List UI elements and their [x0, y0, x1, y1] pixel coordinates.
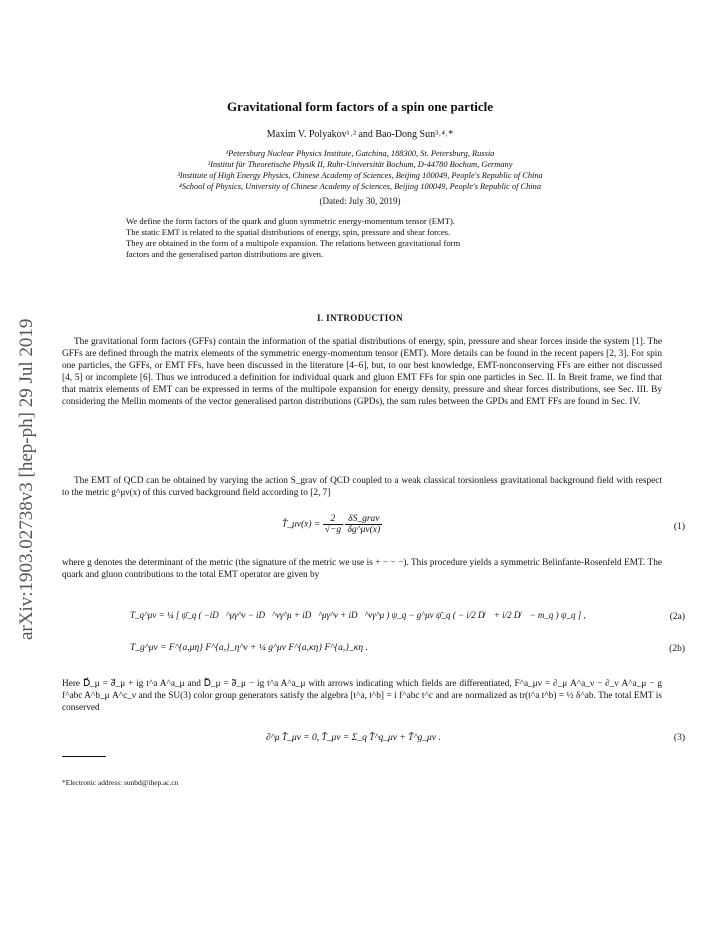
affiliation-3: ³Institute of High Energy Physics, Chinese Academy of Sciences, Beijing 100049, People's Republic of China	[177, 171, 543, 180]
equation-1-numerator-right: δS_grav	[345, 514, 382, 525]
arxiv-margin-stamp	[2, 225, 42, 645]
equation-1-label: (1)	[673, 522, 685, 532]
equation-1-fraction-left	[323, 514, 343, 535]
equation-2b: T_g^μν = F^{a,μη} F^{a,}_η^ν + ¼ g^μν F^{a,κη} F^{a,}_κη .	[130, 643, 368, 653]
equation-1-numerator-left: 2	[323, 514, 343, 525]
paragraph-intro-1: The gravitational form factors (GFFs) contain the information of the spatial distributions of energy, spin, pressure and shear forces inside the system [1]. The GFFs are defined through the matrix elements of the symmetric energy-momentum tensor (EMT). More details can be found in the recent papers [2, 3]. For spin one particles, the GFFs, or EMT FFs, have been discussed in the literature [4–6], but, to our best knowledge, EMT-nonconserving FFs are either not discussed [4, 5] or incomplete [6]. Thus we introduced a definition for individual quark and gluon EMT FFs for spin one particles in Sec. II. In Breit frame, we find that that matrix elements of EMT can be expressed in terms of the multipole expansion for energy density, pressure and shear forces distributions, see Sec. III. By considering the Mellin moments of the vector generalised parton distributions (GPDs), the sum rules between the GPDs and EMT FFs are found in Sec. IV.	[62, 337, 662, 407]
equation-1	[282, 514, 382, 535]
section-heading-introduction: I. INTRODUCTION	[316, 313, 403, 323]
abstract-line: We define the form factors of the quark and gluon symmetric energy-momentum tensor (EMT).	[126, 216, 455, 226]
author-list: Maxim V. Polyakov¹˒² and Bao-Dong Sun³˒⁴˒*	[266, 129, 454, 140]
arxiv-stamp-text: arXiv:1903.02738v3 [hep-ph] 29 Jul 2019	[16, 318, 37, 640]
affiliation-1: ¹Petersburg Nuclear Physics Institute, Gatchina, 188300, St. Petersburg, Russia	[225, 149, 495, 158]
equation-3: ∂^μ T̂_μν = 0, T̂_μν = Σ_q T̂^q_μν + T̂^g_μν .	[266, 733, 441, 743]
affiliation-2: ²Institut für Theoretische Physik II, Ruhr-Universität Bochum, D-44780 Bochum, Germany	[207, 160, 513, 169]
abstract-line: The static EMT is related to the spatial distributions of energy, spin, pressure and shear forces.	[126, 227, 451, 237]
paper-title: Gravitational form factors of a spin one particle	[226, 99, 494, 114]
equation-2a-label: (2a)	[669, 612, 685, 622]
footnote-rule	[62, 756, 106, 757]
paragraph-intro-3: where g denotes the determinant of the metric (the signature of the metric we use is + − − −). This procedure yields a symmetric Belinfante-Rosenfeld EMT. The quark and gluon contributions to the total EMT operator are given by	[62, 558, 662, 580]
equation-2a: T_q^μν = ¼ [ ψ̄_q ( −iD⃖^μγ^ν − iD⃖^νγ^μ + iD⃗^μγ^ν + iD⃗^νγ^μ ) ψ_q − g^μν ψ̄_q ( − i/2 D̸⃖ + i/2 D̸⃗ − m_q ) ψ_q ] ,	[130, 610, 586, 620]
date-line: (Dated: July 30, 2019)	[319, 196, 401, 206]
abstract	[126, 216, 596, 260]
abstract-line: factors and the generalised parton distributions are given.	[126, 249, 324, 259]
equation-1-denominator-left: √−g	[324, 525, 342, 535]
affiliation-4: ⁴School of Physics, University of Chinese Academy of Sciences, Beijing 100049, People's Republic of China	[178, 182, 542, 191]
footnote-email: *Electronic address: sunbd@ihep.ac.cn	[62, 778, 179, 787]
equation-1-lhs: T̂_μν(x) =	[282, 519, 321, 530]
equation-1-denominator-right: δg^μν(x)	[347, 525, 381, 535]
equation-2b-label: (2b)	[669, 644, 685, 654]
equation-1-fraction-right	[345, 514, 382, 535]
equation-3-label: (3)	[673, 733, 685, 743]
paragraph-intro-2: The EMT of QCD can be obtained by varying the action S_grav of QCD coupled to a weak classical torsionless gravitational background field with respect to the metric g^μν(x) of this curved background field according to [2, 7]	[62, 476, 662, 498]
paragraph-intro-4: Here D⃗_μ = ∂⃗_μ + ig t^a A^a_μ and D⃖_μ = ∂⃖_μ − ig t^a A^a_μ with arrows indicating which fields are differentiated, F^a_μν = ∂_μ A^a_ν − ∂_ν A^a_μ − g f^abc A^b_μ A^c_ν and the SU(3) color group generators satisfy the algebra [t^a, t^b] = i f^abc t^c and are normalized as tr(t^a t^b) = ½ δ^ab. The total EMT is conserved	[62, 679, 662, 713]
abstract-line: They are obtained in the form of a multipole expansion. The relations between gravitational form	[126, 238, 461, 248]
